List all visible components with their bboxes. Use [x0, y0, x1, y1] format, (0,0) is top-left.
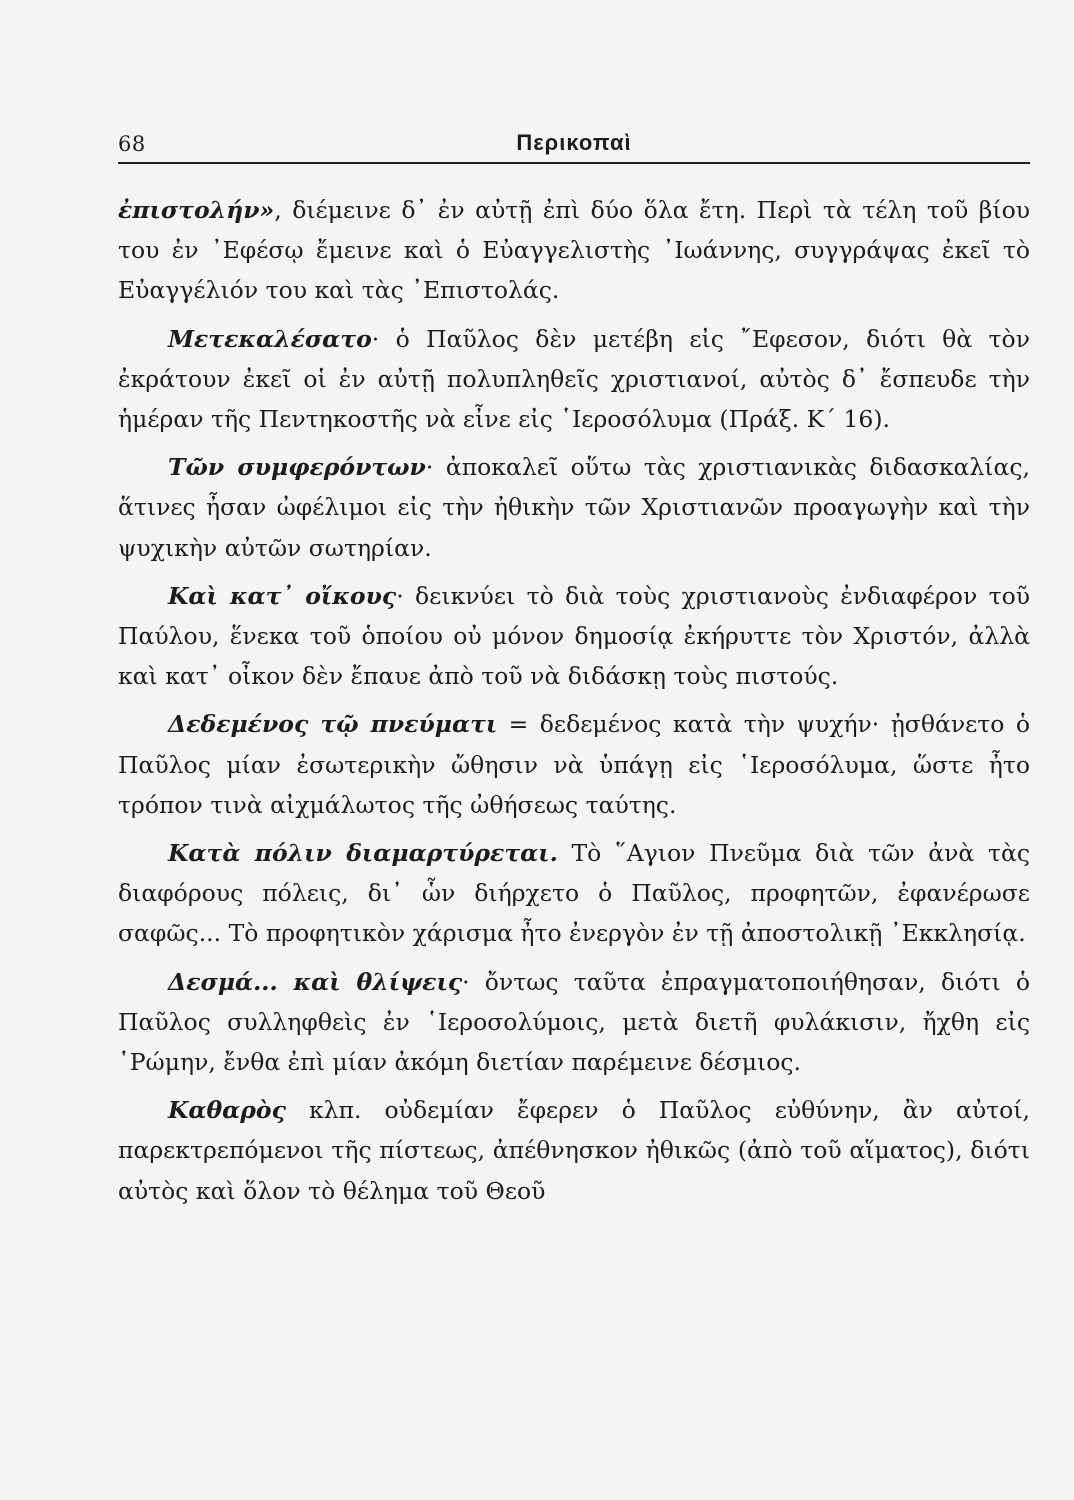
paragraph-text: · ὄντως ταῦτα ἐπραγματοποιήθησαν, διότι ὁ Παῦλος συλληφθεὶς ἐν ῾Ιεροσολύμοις, μετὰ διετῆ φυλάκισιν, ἤχθη εἰς ῾Ρώμην, ἔνθα ἐπὶ μίαν ἀκόμη διετίαν παρέμεινε δέσμιος. [118, 967, 1031, 1077]
paragraph-text: · ἀποκαλεῖ οὕτω τὰς χριστιανικὰς διδασκαλίας, ἅτινες ἦσαν ὠφέλιμοι εἰς τὴν ἠθικὴν τῶν Χριστιανῶν προαγωγὴν καὶ τὴν ψυχικὴν αὐτῶν σωτηρίαν. [118, 453, 1030, 562]
term-heading: Καθαρὸς [168, 1096, 286, 1125]
term-heading: ἐπιστολήν» [118, 196, 275, 224]
body-text [118, 190, 1030, 1219]
paragraph [118, 190, 1030, 311]
term-heading: Μετεκαλέσατο [168, 324, 372, 353]
paragraph [118, 833, 1030, 954]
term-heading: Κατὰ πόλιν διαμαρτύρεται. [168, 839, 558, 868]
paragraph-text: · δεικνύει τὸ διὰ τοὺς χριστιανοὺς ἐνδιαφέρον τοῦ Παύλου, ἕνεκα τοῦ ὁποίου οὐ μόνον δημοσίᾳ ἐκήρυττε τὸν Χριστόν, ἀλλὰ καὶ κατ᾿ οἶκον δὲν ἔπαυε ἀπὸ τοῦ νὰ διδάσκῃ τοὺς πιστούς. [118, 581, 1031, 691]
paragraph-text: = δεδεμένος κατὰ τὴν ψυχήν· ᾐσθάνετο ὁ Παῦλος μίαν ἐσωτερικὴν ὤθησιν νὰ ὑπάγῃ εἰς ῾Ιεροσόλυμα, ὥστε ἦτο τρόπον τινὰ αἰχμάλωτος τῆς ὠθήσεως ταύτης. [118, 710, 1030, 819]
paragraph-text: · ὁ Παῦλος δὲν μετέβη εἰς ῎Εφεσον, διότι θὰ τὸν ἐκράτουν ἐκεῖ οἱ ἐν αὐτῇ πολυπληθεῖς χριστιανοί, αὐτὸς δ᾿ ἔσπευδε τὴν ἡμέραν τῆς Πεντηκοστῆς νὰ εἶνε εἰς ῾Ιεροσόλυμα (Πράξ. Κ΄ 16). [118, 324, 1030, 434]
paragraph [118, 576, 1030, 697]
page-number: 68 [118, 132, 146, 156]
paragraph-text: , διέμεινε δ᾿ ἐν αὐτῇ ἐπὶ δύο ὅλα ἔτη. Περὶ τὰ τέλη τοῦ βίου του ἐν ᾿Εφέσῳ ἔμεινε καὶ ὁ Εὐαγγελιστὴς ᾿Ιωάννης, συγγράψας ἐκεῖ τὸ Εὐαγγέλιόν του καὶ τὰς ᾿Επιστολάς. [118, 196, 1030, 305]
running-title: Περικοπαὶ [516, 130, 632, 155]
term-heading: Τῶν συμφερόντων [168, 453, 426, 482]
paragraph-text: Τὸ ῞Αγιον Πνεῦμα διὰ τῶν ἀνὰ τὰς διαφόρους πόλεις, δι᾿ ὧν διήρχετο ὁ Παῦλος, προφητῶν, ἐφανέρωσε σαφῶς... Τὸ προφητικὸν χάρισμα ἦτο ἐνεργὸν ἐν τῇ ἀποστολικῇ ᾿Εκκλησίᾳ. [118, 839, 1030, 948]
paragraph-text: κλπ. οὐδεμίαν ἔφερεν ὁ Παῦλος εὐθύνην, ἂν αὐτοί, παρεκτρεπόμενοι τῆς πίστεως, ἀπέθνησκον ἠθικῶς (ἀπὸ τοῦ αἵματος), διότι αὐτὸς καὶ ὅλον τὸ θέλημα τοῦ Θεοῦ [118, 1096, 1030, 1205]
paragraph [118, 962, 1030, 1083]
paragraph [118, 319, 1030, 440]
paragraph [118, 447, 1030, 568]
term-heading: Δεσμά... καὶ θλίψεις [168, 967, 463, 996]
page-header [118, 128, 1030, 164]
term-heading: Δεδεμένος τῷ πνεύματι [168, 710, 498, 739]
paragraph [118, 1090, 1030, 1211]
term-heading: Καὶ κατ᾿ οἴκους [168, 581, 397, 610]
paragraph [118, 704, 1030, 825]
